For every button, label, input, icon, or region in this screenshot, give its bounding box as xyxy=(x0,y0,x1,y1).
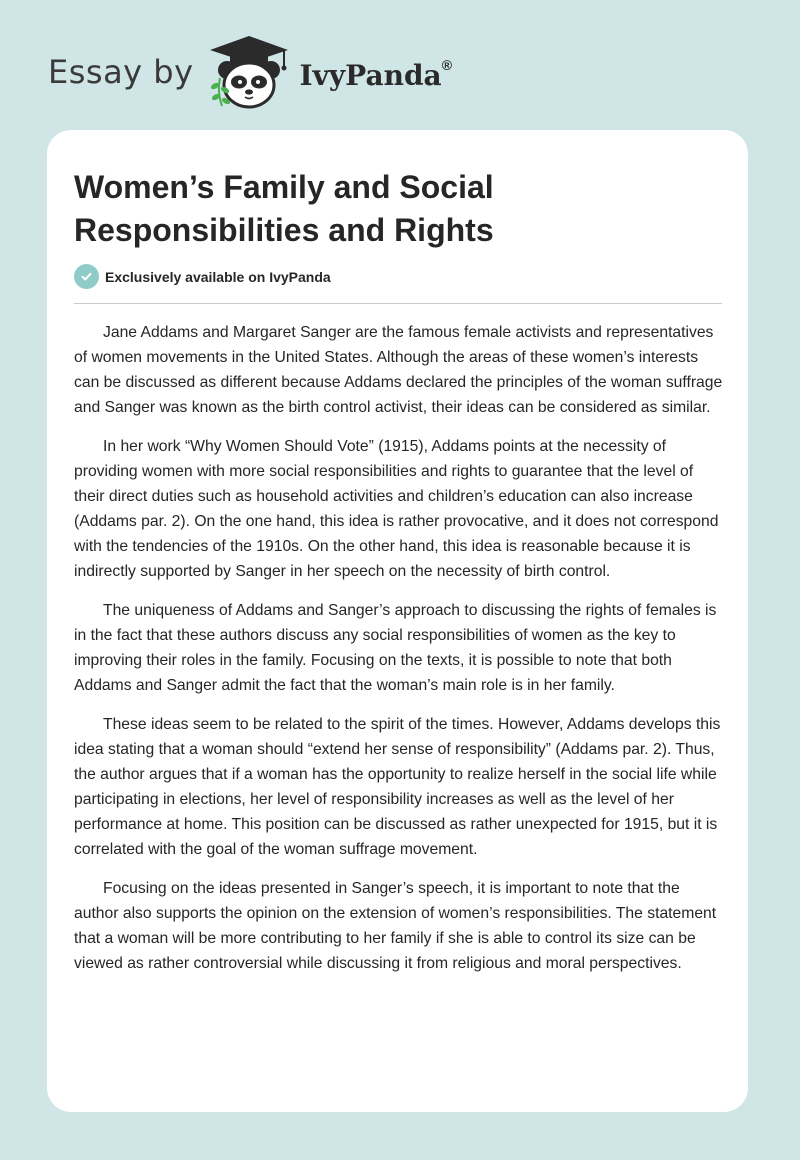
exclusive-badge xyxy=(74,264,331,289)
site-header xyxy=(48,32,452,112)
brand-name xyxy=(299,56,453,92)
essay-card xyxy=(47,130,748,1112)
essay-by-label: Essay by xyxy=(48,53,194,91)
brand-text: IvyPanda xyxy=(299,58,442,92)
essay-body xyxy=(74,320,726,990)
panda-logo-icon xyxy=(204,32,294,112)
registered-mark: ® xyxy=(441,56,453,73)
essay-title: Women’s Family and Social Responsibilities and Rights xyxy=(74,169,494,248)
paragraph: Focusing on the ideas presented in Sanger’s speech, it is important to note that the author also supports the opinion on the extension of women’s responsibilities. The statement that a woman will be more contributing to her family if she is able to control its size can be viewed as rather controversial while discussing it from religious and moral perspectives. xyxy=(74,880,717,972)
divider xyxy=(74,303,722,304)
paragraph: Jane Addams and Margaret Sanger are the famous female activists and representatives of women movements in the United States. Although the areas of these women’s interests can be discussed as different because Addams declared the principles of the woman suffrage and Sanger was known as the birth control activist, their ideas can be considered as similar. xyxy=(74,324,723,416)
check-circle-icon xyxy=(74,264,99,289)
paragraph: In her work “Why Women Should Vote” (1915), Addams points at the necessity of providing women with more social responsibilities and rights to guarantee that the level of their direct duties such as household activities and children’s education can also increase (Addams par. 2). On the one hand, this idea is rather provocative, and it does not correspond with the tendencies of the 1910s. On the other hand, this idea is reasonable because it is indirectly supported by Sanger in her speech on the necessity of birth control. xyxy=(74,438,719,580)
paragraph: These ideas seem to be related to the spirit of the times. However, Addams develops this idea stating that a woman should “extend her sense of responsibility” (Addams par. 2). Thus, the author argues that if a woman has the opportunity to realize herself in the social life while participating in elections, her level of responsibility increases as well as the level of her performance at home. This position can be discussed as rather unexpected for 1915, but it is correlated with the goal of the woman suffrage movement. xyxy=(74,716,721,858)
paragraph: The uniqueness of Addams and Sanger’s approach to discussing the rights of females is in the fact that these authors discuss any social responsibilities of women as the key to improving their roles in the family. Focusing on the texts, it is possible to note that both Addams and Sanger admit the fact that the woman’s main role is in her family. xyxy=(74,602,717,694)
exclusive-label: Exclusively available on IvyPanda xyxy=(105,268,331,285)
